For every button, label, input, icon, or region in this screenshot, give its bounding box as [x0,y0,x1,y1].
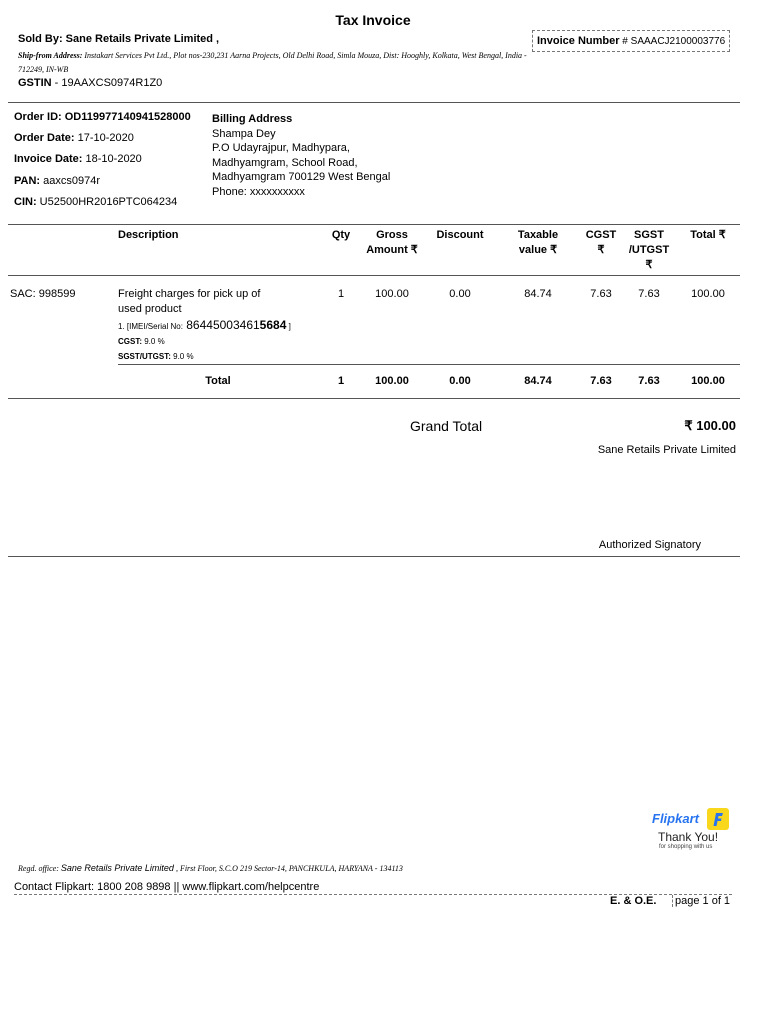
col-taxable [508,228,568,258]
divider [118,364,740,365]
pan-value: aaxcs0974r [40,175,101,187]
col-cgst-line-1: CGST [585,229,617,241]
gstin [18,77,162,89]
row-cgst: 7.63 [590,288,612,300]
col-cgst [580,228,622,258]
totals-label: Total [205,375,231,387]
totals-qty: 1 [337,375,345,387]
row-qty: 1 [337,288,345,300]
invoice-number-label: Invoice Number [537,35,620,47]
order-date [14,132,134,144]
col-qty: Qty [331,229,351,241]
billing-line-3: Madhyamgram 700129 West Bengal [212,171,391,183]
invoice-date-value: 18-10-2020 [82,153,142,165]
invoice-date-label: Invoice Date: [14,153,83,165]
totals-discount: 0.00 [449,375,471,387]
row-sgst-rate [118,349,318,364]
order-id-label: Order ID: [14,111,62,123]
col-sgst-line-2: /UTGST [628,244,670,256]
billing-address [212,112,390,199]
invoice-title: Tax Invoice [335,12,411,28]
flipkart-logo [648,806,738,854]
gstin-value: - 19AAXCS0974R1Z0 [51,77,163,89]
order-date-label: Order Date: [14,132,75,144]
order-date-value: 17-10-2020 [74,132,134,144]
gstin-label: GSTIN [18,77,52,89]
imei-suffix: ] [286,322,291,331]
sgst-rate-label: SGST/UTGST: [118,352,171,361]
imei-prefix: 1. [IMEI/Serial No: [118,322,183,331]
seller-company: Sane Retails Private Limited [597,444,736,456]
totals-taxable: 84.74 [524,375,552,387]
imei-number: 86445003461 [182,318,260,332]
row-desc-line-2: used product [118,303,182,315]
flipkart-badge-icon [707,808,729,830]
divider [8,224,740,225]
row-discount: 0.00 [449,288,471,300]
billing-heading: Billing Address [212,113,293,125]
col-description: Description [118,229,179,241]
order-id-value: OD119977140941528000 [61,111,191,123]
row-imei [118,317,318,334]
cin-value: U52500HR2016PTC064234 [36,196,178,208]
ship-from-text: Instakart Services Pvt Ltd., Plot nos-230,231 Aarna Projects, Old Delhi Road, Simla Mouza, Dist: Hooghly, Kolkata, West Bengal, India - 712249, IN-WB [18,51,527,74]
grand-total-label: Grand Total [410,418,483,434]
cin-label: CIN: [14,196,37,208]
col-discount: Discount [436,229,484,241]
thank-you-text: Thank You! [658,830,719,844]
row-cgst-rate [118,334,318,349]
row-gross: 100.00 [375,288,409,300]
contact-line: Contact Flipkart: 1800 208 9898 || www.flipkart.com/helpcentre [14,881,320,893]
totals-gross: 100.00 [375,375,409,387]
totals-total: 100.00 [691,375,725,387]
col-sgst-line-1: SGST [634,229,664,241]
row-desc-line-1: Freight charges for pick up of [118,288,261,300]
col-gross-line-1: Gross [376,229,408,241]
grand-total-value: ₹ 100.00 [684,418,736,433]
regd-label: Regd. office: [18,864,59,873]
col-sgst [624,228,674,273]
cgst-rate-label: CGST: [118,337,142,346]
eoe-label: E. & O.E. [610,895,657,907]
col-cgst-line-2: ₹ [597,244,605,256]
page-indicator: page 1 of 1 [672,895,730,907]
row-total: 100.00 [691,288,725,300]
row-sac: SAC: 998599 [10,288,76,300]
sgst-rate-value: 9.0 % [170,352,194,361]
logo-tagline: for shopping with us [659,844,713,850]
flipkart-brand-text: Flipkart [652,811,699,826]
billing-line-2: Madhyamgram, School Road, [212,156,358,169]
invoice-number-box [532,30,730,52]
invoice-date [14,153,142,165]
pan [14,175,100,187]
invoice-number-value: # SAAACJ2100003776 [619,36,726,47]
col-gross-line-2: Amount ₹ [366,244,418,256]
authorized-signatory: Authorized Signatory [598,539,701,551]
order-id [14,111,191,123]
col-taxable-line-2: value ₹ [518,244,558,256]
col-gross [362,228,422,258]
ship-from-address [18,49,528,77]
regd-company: Sane Retails Private Limited [60,863,174,873]
ship-from-label: Ship-from Address: [18,51,83,60]
row-taxable: 84.74 [524,288,552,300]
divider [8,556,740,557]
row-sgst: 7.63 [638,288,660,300]
cin [14,196,177,208]
divider [8,398,740,399]
divider [8,102,740,103]
totals-sgst: 7.63 [638,375,660,387]
totals-cgst: 7.63 [590,375,612,387]
registered-office [18,863,403,873]
pan-label: PAN: [14,175,41,187]
billing-line-1: P.O Udayrajpur, Madhypara, [212,142,350,154]
regd-address: , First Floor, S.C.O 219 Sector-14, PANCHKULA, HARYANA - 134113 [173,864,403,873]
billing-phone: Phone: xxxxxxxxxx [212,185,305,198]
billing-name: Shampa Dey [212,127,276,140]
col-total: Total ₹ [690,229,726,241]
col-sgst-line-3: ₹ [645,259,653,271]
cgst-rate-value: 9.0 % [142,337,165,346]
col-taxable-line-1: Taxable [517,229,559,241]
divider [8,275,740,276]
row-description [118,287,318,364]
imei-number-bold: 5684 [259,318,287,332]
sold-by: Sold By: Sane Retails Private Limited , [18,33,220,45]
